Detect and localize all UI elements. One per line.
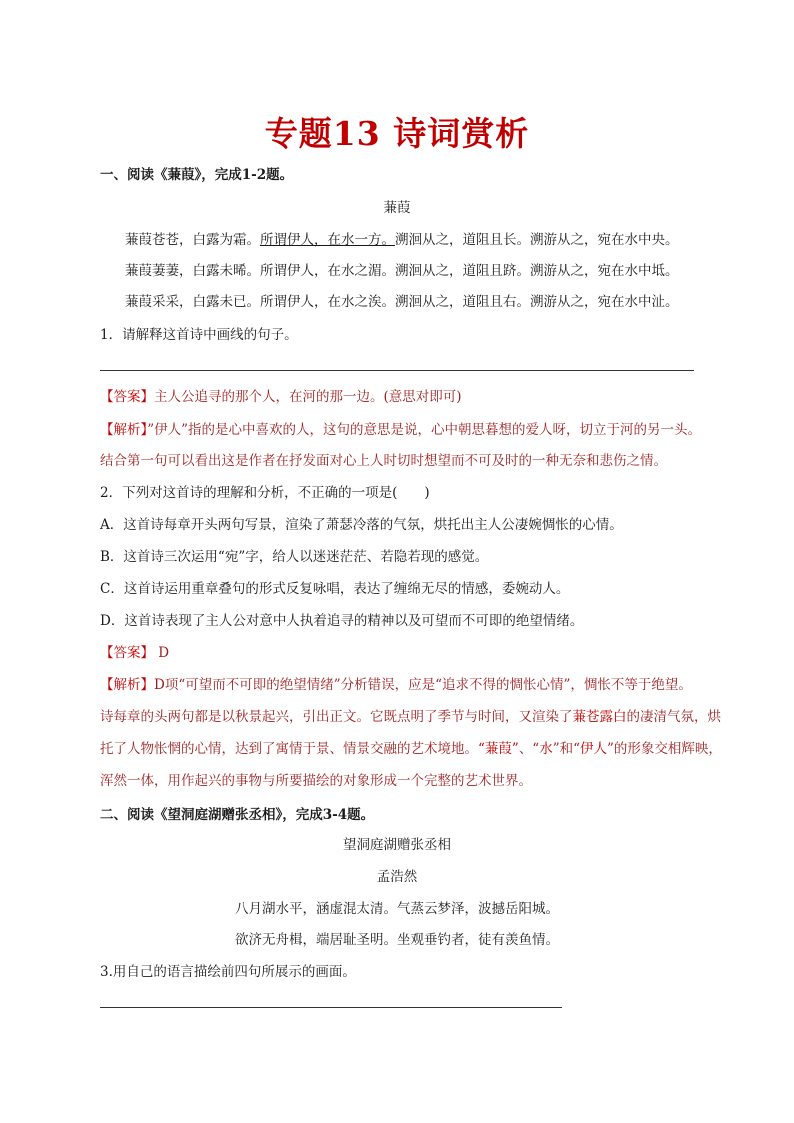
poem1-line2: 蒹葭萋萋，白露未晞。所谓伊人，在水之湄。溯洄从之，道阻且跻。溯游从之，宛在水中坻。 xyxy=(125,263,679,279)
answer-blank-1 xyxy=(100,370,694,371)
poem1-title: 蒹葭 xyxy=(383,200,411,216)
explanation-1-line1 xyxy=(100,421,701,439)
page-title: 专题13 诗词赏析 xyxy=(264,114,530,153)
section2-heading: 二、阅读《望洞庭湖赠张丞相》，完成3-4题。 xyxy=(100,807,375,823)
explanation-2-highlight-2: “蒹葭” xyxy=(478,741,519,757)
option-b: B．这首诗三次运用“宛”字，给人以迷迷茫茫、若隐若现的感觉。 xyxy=(100,549,489,565)
option-d: D．这首诗表现了主人公对意中人执着追寻的精神以及可望而不可即的绝望情绪。 xyxy=(100,613,584,629)
question-1: 1．请解释这首诗中画线的句子。 xyxy=(100,327,298,343)
option-c: C．这首诗运用重章叠句的形式反复咏唱，表达了缠绵无尽的情感，委婉动人。 xyxy=(100,581,570,597)
poem2-line2: 欲济无舟楫，端居耻圣明。坐观垂钓者，徒有羡鱼情。 xyxy=(235,932,559,948)
explanation-1-text: ”伊人”指的是心中喜欢的人，这句的意思是说，心中朝思暮想的爱人呀，切立于河的另一头。 xyxy=(147,422,702,438)
answer-2 xyxy=(100,644,169,662)
explanation-2-highlight-4: 伊人 xyxy=(580,741,608,757)
explanation-2-line2-c: 的凄清气氛，烘 xyxy=(626,709,721,725)
explanation-2-line3-c: 、“ xyxy=(518,741,540,757)
section1-heading: 一、阅读《蒹葭》，完成1-2题。 xyxy=(100,167,294,183)
option-a: A．这首诗每章开头两句写景，渲染了萧瑟冷落的气氛，烘托出主人公凄婉惆怅的心情。 xyxy=(100,517,623,533)
poem2-line1: 八月湖水平，涵虚混太清。气蒸云梦泽，波撼岳阳城。 xyxy=(235,901,559,917)
explanation-tag: 【解析】 xyxy=(100,422,148,438)
poem2-author: 孟浩然 xyxy=(376,869,418,885)
answer-2-text: D xyxy=(158,645,170,661)
explanation-2-highlight-1: 蒹苍露白 xyxy=(572,709,627,725)
explanation-2-line3-a: 托了人物怅惘的心情，达到了寓情于景、情景交融的艺术境地。 xyxy=(100,741,478,757)
question-2: 2．下列对这首诗的理解和分析，不正确的一项是( ) xyxy=(100,485,430,501)
explanation-2-line4: 浑然一体，用作起兴的事物与所要描绘的对象形成一个完整的艺术世界。 xyxy=(100,773,532,789)
explanation-2-line2-a: 诗每章的头两句都是以秋景起兴，引出正文。它既点明了季节与时间，又渲染了 xyxy=(100,709,573,725)
explanation-2-line2 xyxy=(100,708,721,726)
answer-1-text: 主人公追寻的那个人，在河的那一边。(意思对即可) xyxy=(154,389,462,405)
answer-tag: 【答案】 xyxy=(100,645,154,661)
explanation-2-highlight-3: 水 xyxy=(539,741,553,757)
explanation-1-line2: 结合第一句可以看出这是作者在抒发面对心上人时切时想望而不可及时的一种无奈和悲伤之情。 xyxy=(100,453,667,469)
explanation-tag: 【解析】 xyxy=(100,677,154,693)
poem2-title: 望洞庭湖赠张丞相 xyxy=(343,837,451,853)
answer-1 xyxy=(100,388,462,406)
question-3: 3.用自己的语言描绘前四句所展示的画面。 xyxy=(100,964,356,980)
answer-tag: 【答案】 xyxy=(100,389,154,405)
explanation-2-line1 xyxy=(100,676,692,694)
poem1-line3: 蒹葭采采，白露未已。所谓伊人，在水之涘。溯洄从之，道阻且右。溯游从之，宛在水中沚。 xyxy=(125,294,679,310)
poem1-line1 xyxy=(125,231,679,249)
answer-blank-3 xyxy=(100,1007,562,1008)
explanation-2-line3-g: ”的形象交相辉映， xyxy=(607,741,722,757)
explanation-2-line3 xyxy=(100,740,722,758)
explanation-2-text: D项“可望而不可即的绝望情绪”分析错误，应是“追求不得的惆怅心情”，惆怅不等于绝望。 xyxy=(154,677,692,693)
explanation-2-line3-e: ”和“ xyxy=(552,741,581,757)
poem1-line1-part-a: 蒹葭苍苍，白露为霜。 xyxy=(125,232,260,248)
poem1-line1-part-c: 溯洄从之，道阻且长。溯游从之，宛在水中央。 xyxy=(395,232,679,248)
poem1-underlined-sentence: 所谓伊人，在水一方。 xyxy=(260,232,395,248)
